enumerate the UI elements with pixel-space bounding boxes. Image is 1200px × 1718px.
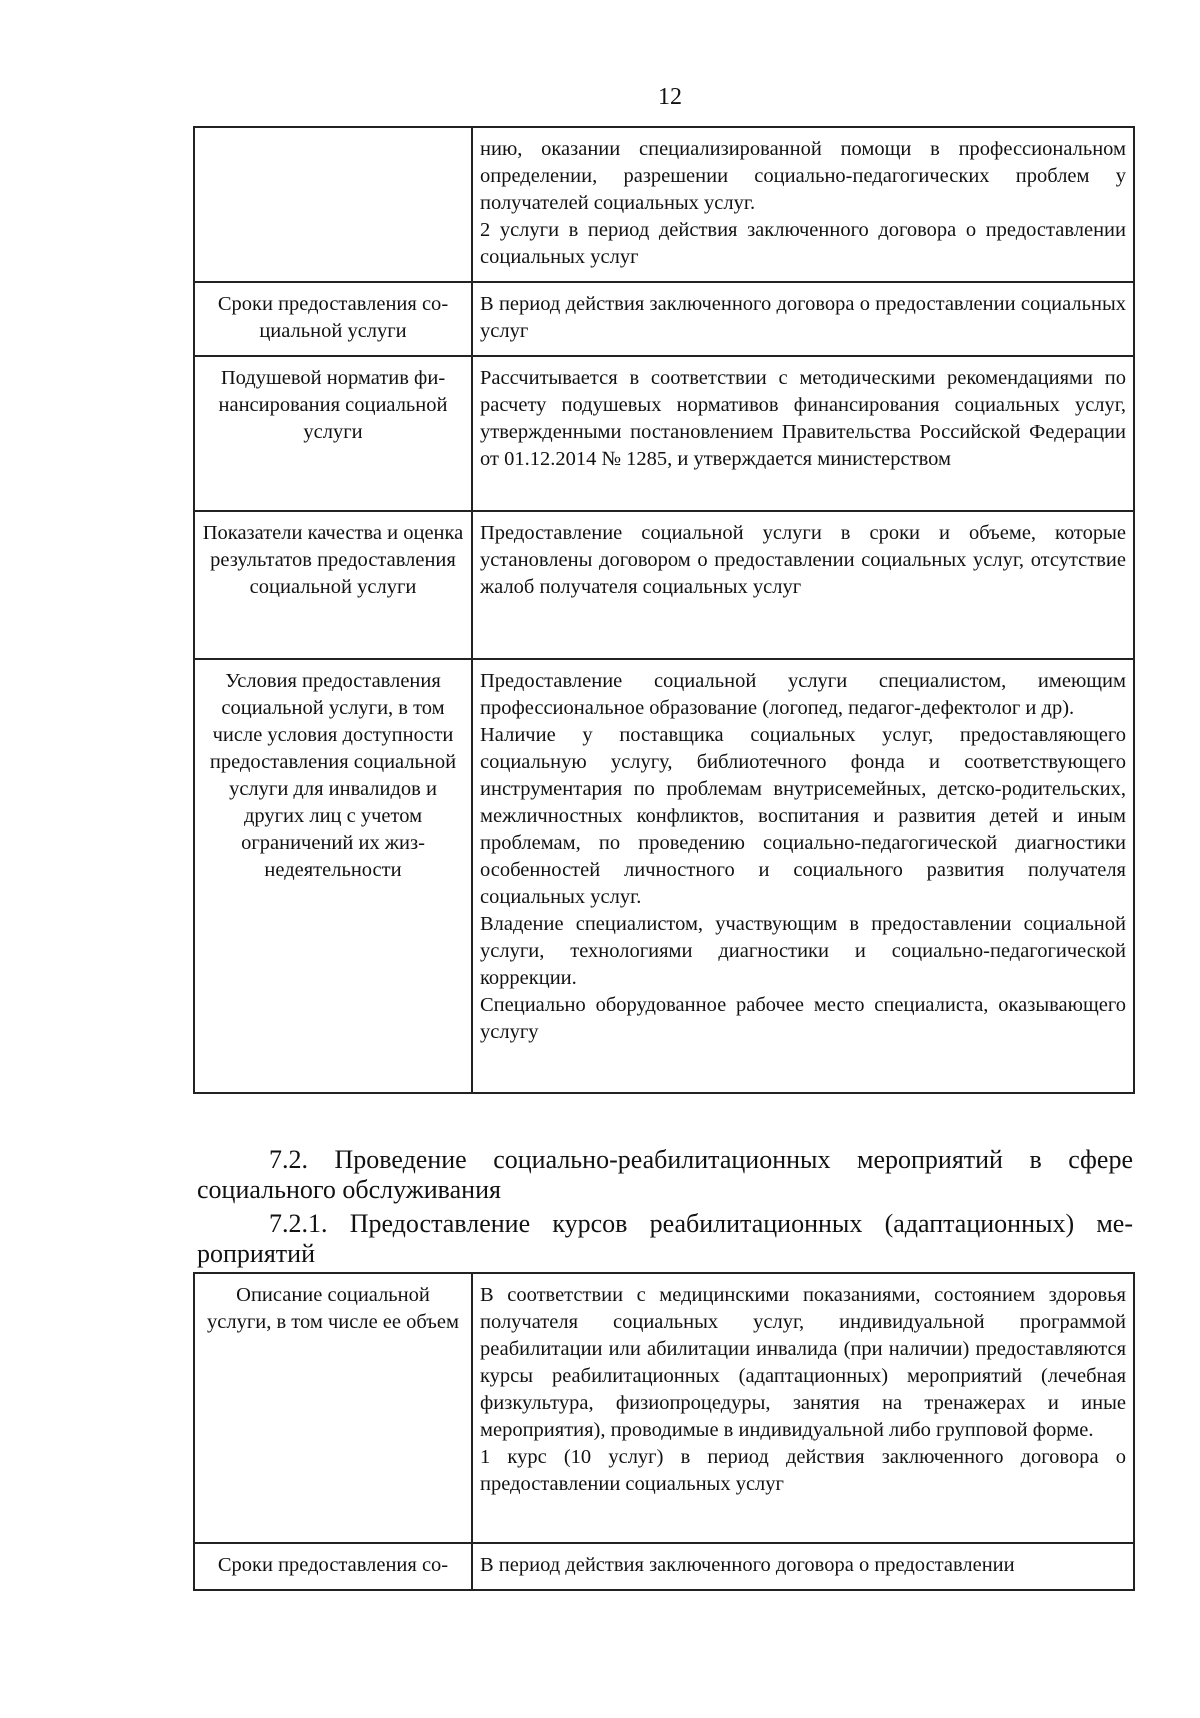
row-label: Условия предоставления социальной услуги, в том числе условия доступности предоставления социальной услуги для инвалидов и других лиц с учетом ограничений их жизнедеятельности [194,659,472,1093]
row-value [472,1273,1134,1543]
row-value [472,127,1134,282]
value-paragraph: В период действия заключенного договора о предоставлении [480,1554,1015,1576]
value-paragraph: В соответствии с медицинскими показаниями, состоянием здоровья получателя социальных услуг, индивидуальной программой реабилитации или абилитации инвалида (при наличии) предоставляются курсы реабилитационных (адаптационных) мероприятий (лечебная физкультура, физиопроцедуры, занятия на тренажерах и иные мероприятия), проводимые в индивидуальной либо групповой форме. [480,1284,1126,1441]
table-row [194,1273,1134,1543]
section-heading-7-2-1: 7.2.1. Предоставление курсов реабилитационных (адаптационных) мероприятий [197,1209,1133,1268]
value-paragraph: Владение специалистом, участвующим в предоставлении социальной услуги, технологиями диагностики и социально-педагогической коррекции. [480,913,1126,989]
value-paragraph: 2 услуги в период действия заключенного договора о предоставлении социальных услуг [480,219,1126,268]
row-value [472,356,1134,511]
row-value [472,511,1134,659]
services-table-7-2-1 [193,1272,1135,1591]
row-label: Подушевой норматив финансирования социальной услуги [194,356,472,511]
value-paragraph: Специально оборудованное рабочее место специалиста, оказывающего услугу [480,994,1126,1043]
section-heading-7-2: 7.2. Проведение социально-реабилитационных мероприятий в сфере социального обслуживания [197,1145,1133,1204]
table-row [194,356,1134,511]
services-table-7-1 [193,126,1135,1094]
value-paragraph: Наличие у поставщика социальных услуг, предоставляющего социальную услугу, библиотечного фонда и соответствующего инструментария по проблемам внутрисемейных, детско-родительских, межличностных конфликтов, воспитания и развития детей и иным проблемам, по проведению социально-педагогической диагностики особенностей личностного и социального развития получателя социальных услуг. [480,724,1126,908]
row-value [472,659,1134,1093]
value-paragraph: Предоставление социальной услуги специалистом, имеющим профессиональное образование (логопед, педагог-дефектолог и др). [480,670,1126,719]
row-value [472,282,1134,356]
row-label: Показатели качества и оценка результатов предоставления социальной услуги [194,511,472,659]
row-label: Сроки предоставления социальной услуги [194,282,472,356]
row-label: Описание социальной услуги, в том числе ее объем [194,1273,472,1543]
value-paragraph: 1 курс (10 услуг) в период действия заключенного договора о предоставлении социальных услуг [480,1446,1126,1495]
table-row [194,127,1134,282]
table-row [194,659,1134,1093]
value-paragraph: нию, оказании специализированной помощи в профессиональном определении, разрешении социально-педагогических проблем у получателей социальных услуг. [480,138,1126,214]
value-paragraph: Рассчитывается в соответствии с методическими рекомендациями по расчету подушевых нормативов финансирования социальных услуг, утвержденными постановлением Правительства Российской Федерации от 01.12.2014 № 1285, и утверждается министерством [480,367,1126,470]
row-value [472,1543,1134,1590]
row-label [194,127,472,282]
table-row [194,282,1134,356]
page-number: 12 [658,84,682,110]
value-paragraph: В период действия заключенного договора о предоставлении социальных услуг [480,293,1126,342]
row-label: Сроки предоставления со- [194,1543,472,1590]
table-row [194,1543,1134,1590]
value-paragraph: Предоставление социальной услуги в сроки и объеме, которые установлены договором о предоставлении социальных услуг, отсутствие жалоб получателя социальных услуг [480,522,1126,598]
table-row [194,511,1134,659]
